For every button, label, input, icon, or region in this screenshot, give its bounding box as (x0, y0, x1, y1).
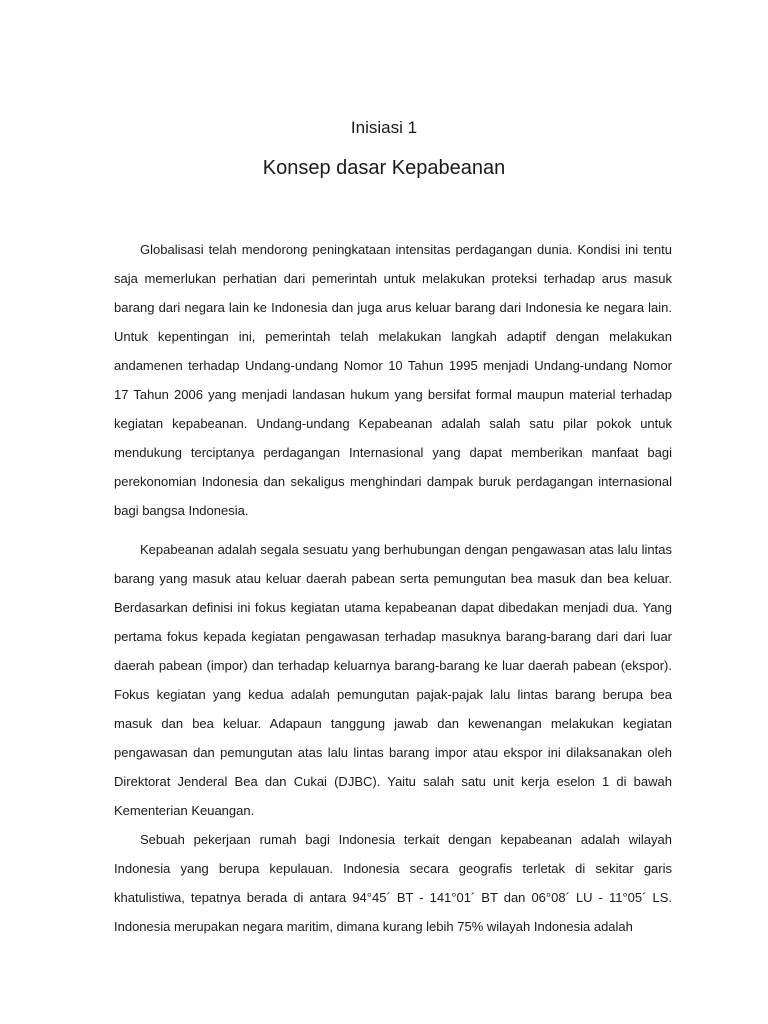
document-heading: Inisiasi 1 (350, 118, 418, 137)
paragraph-wilayah-indonesia: Sebuah pekerjaan rumah bagi Indonesia terkait dengan kepabeanan adalah wilayah Indonesia yang berupa kepulauan. Indonesia secara geografis terletak di sekitar garis khatulistiwa, tepatnya berada di antara 94°45´ BT - 141°01´ BT dan 06°08´ LU - 11°05´ LS. Indonesia merupakan negara maritim, dimana kurang lebih 75% wilayah Indonesia adalah (114, 832, 672, 934)
paragraph-kepabeanan-definition: Kepabeanan adalah segala sesuatu yang berhubungan dengan pengawasan atas lalu lintas barang yang masuk atau keluar daerah pabean serta pemungutan bea masuk dan bea keluar. Berdasarkan definisi ini fokus kegiatan utama kepabeanan dapat dibedakan menjadi dua. Yang pertama fokus kepada kegiatan pengawasan terhadap masuknya barang-barang dari dari luar daerah pabean (impor) dan terhadap keluarnya barang-barang ke luar daerah pabean (ekspor). Fokus kegiatan yang kedua adalah pemungutan pajak-pajak lalu lintas barang berupa bea masuk dan bea keluar. Adapaun tanggung jawab dan kewenangan melakukan kegiatan pengawasan dan pemungutan atas lalu lintas barang impor atau ekspor ini dilaksanakan oleh Direktorat Jenderal Bea dan Cukai (DJBC). Yaitu salah satu unit kerja eselon 1 di bawah Kementerian Keuangan. (114, 542, 672, 818)
paragraph-globalisasi: Globalisasi telah mendorong peningkataan intensitas perdagangan dunia. Kondisi ini tentu saja memerlukan perhatian dari pemerintah untuk melakukan proteksi terhadap arus masuk barang dari negara lain ke Indonesia dan juga arus keluar barang dari Indonesia ke negara lain. Untuk kepentingan ini, pemerintah telah melakukan langkah adaptif dengan melakukan andamenen terhadap Undang-undang Nomor 10 Tahun 1995 menjadi Undang-undang Nomor 17 Tahun 2006 yang menjadi landasan hukum yang bersifat formal maupun material terhadap kegiatan kepabeanan. Undang-undang Kepabeanan adalah salah satu pilar pokok untuk mendukung terciptanya perdagangan Internasional yang dapat memberikan manfaat bagi perekonomian Indonesia dan sekaligus menghindari dampak buruk perdagangan internasional bagi bangsa Indonesia. (114, 242, 672, 518)
document-body (114, 235, 672, 941)
document-title: Konsep dasar Kepabeanan (262, 157, 506, 179)
